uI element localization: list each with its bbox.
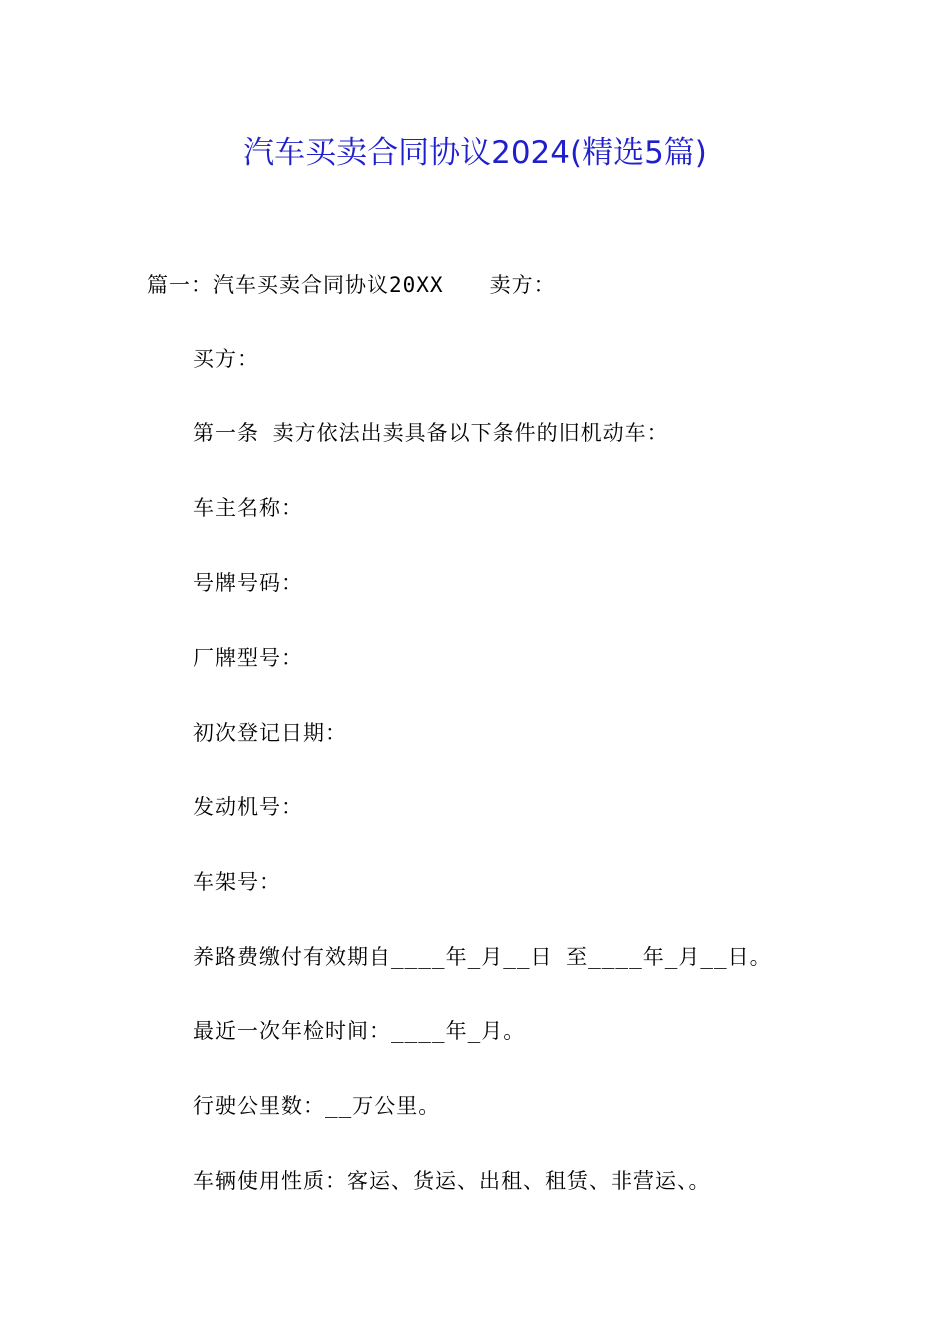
paragraph-road-fee: 养路费缴付有效期自____年_月__日 至____年_月__日。 [193,945,772,969]
paragraph-usage-type: 车辆使用性质：客运、货运、出租、租赁、非营运、。 [193,1169,711,1193]
seller-label: 卖方： [489,273,556,297]
paragraph-annual-inspection: 最近一次年检时间：____年_月。 [193,1019,526,1043]
document-title: 汽车买卖合同协议2024(精选5篇) [243,135,707,171]
section-heading-line [147,270,556,300]
section-heading: 篇一：汽车买卖合同协议20XX [147,273,444,297]
paragraph-buyer: 买方： [193,347,259,371]
paragraph-engine-number: 发动机号： [193,795,303,819]
paragraph-owner-name: 车主名称： [193,496,303,520]
paragraph-frame-number: 车架号： [193,870,281,894]
paragraph-plate-number: 号牌号码： [193,571,303,595]
paragraph-brand-model: 厂牌型号： [193,646,303,670]
paragraph-mileage: 行驶公里数：__万公里。 [193,1094,441,1118]
paragraph-article-one: 第一条 卖方依法出卖具备以下条件的旧机动车： [193,421,669,445]
paragraph-first-registration: 初次登记日期： [193,721,347,745]
